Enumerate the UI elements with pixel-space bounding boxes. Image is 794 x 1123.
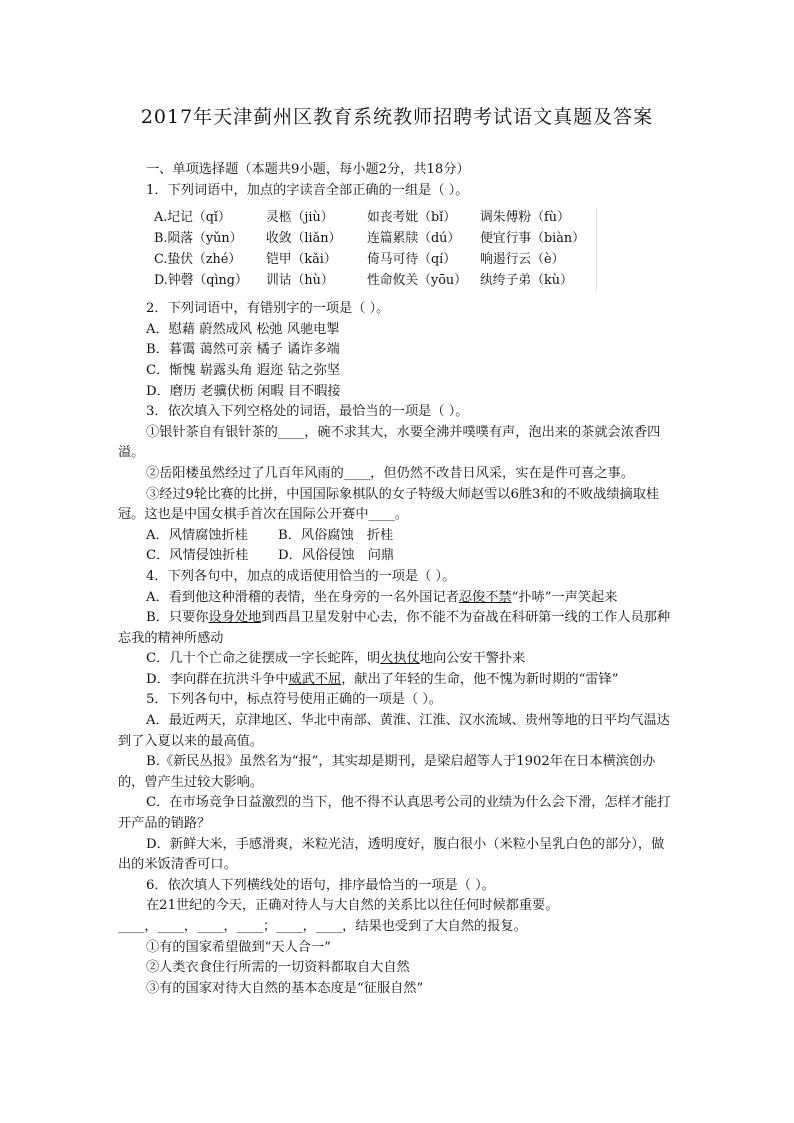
q2-option-d: D．磨历 老骥伏枥 闲暇 目不暇接 [146,383,341,399]
table-cell: 训诂（hù） [266,273,334,289]
q2-option-c: C．惭愧 崭露头角 遐迩 钻之弥坚 [146,362,341,378]
q3-option-a: A．风情腐蚀折桂 [146,527,248,543]
table-cell: 性命攸关（yōu） [367,273,467,289]
q6-stem: 6．依次填人下列横线处的语句，排序最恰当的一项是（ ）。 [146,877,495,893]
q1-stem: 1．下列词语中，加点的字读音全部正确的一组是（ ）。 [146,182,469,198]
q6-item-3: ③有的国家对待大自然的基本态度是“征服自然” [146,980,424,996]
table-cell: 响遏行云（è） [480,252,565,268]
q2-option-a: A．慰藉 蔚然成风 松弛 风驰电掣 [146,321,340,337]
section-heading: 一、单项选择题（本题共9小题，每小题2分，共18分） [146,162,470,177]
q3-sentence-2: ②岳阳楼虽然经过了几百年风雨的____，但仍然不改昔日风采，实在是件可喜之事。 [146,465,634,481]
table-cell: 连篇累牍（dú） [367,231,461,247]
q4-d-idiom: 威武不屈 [288,671,342,687]
table-cell: 纨绔子弟（kù） [480,273,573,289]
q3-sentence-3: ③经过9轮比赛的比拼，中国国际象棋队的女子特级大师赵雪以6胜3和的不败战绩摘取桂冠。这也是中国女棋手首次在国际公开赛中____。 [118,486,660,523]
q4-a-text-end: “扑哧”一声笑起来 [511,589,618,605]
q4-b-text: B．只要你 [146,610,209,626]
q5-option-d: D．新鲜大米，手感滑爽，米粒光洁，透明度好，腹白很小（米粒小呈乳白色的部分），做出的米饭清香可口。 [118,836,665,873]
q3-options-row-2 [118,546,676,567]
q6-item-1: ①有的国家希望做到“天人合一” [146,939,331,955]
q4-c-idiom: 火执仗 [380,651,420,667]
q5-option-b: B.《新民丛报》虽然名为“报”，其实却是期刊，是梁启超等人于1902年在日本横滨创办的，曾产生过较大影响。 [118,754,656,790]
q2-option-b: B．暮霭 蔼然可亲 橘子 谲诈多端 [146,342,340,358]
table-cell: 倚马可待（qí） [367,252,457,268]
table-cell: B.陨落（yǔn） [154,231,243,247]
q3-option-d: D．风俗侵蚀 问鼎 [278,548,395,564]
table-cell: A.圮记（qǐ） [154,210,231,226]
q3-option-c: C．风情侵蚀折桂 [146,548,249,564]
q2-stem: 2．下列词语中，有错别字的一项是（ ）。 [146,301,390,317]
q3-option-b: B．风俗腐蚀 折桂 [278,527,394,543]
q4-stem: 4．下列各句中，加点的成语使用恰当的一项是（ ）。 [146,568,456,584]
q4-option-a [118,588,676,609]
q4-option-d [118,670,676,691]
q3-options-row-1 [118,526,676,547]
table-cell: 铠甲（kǎi） [266,252,337,268]
q4-c-text: C．几十个亡命之徒摆成一字长蛇阵，明 [146,651,381,667]
q6-intro: 在21世纪的今天，正确对待人与大自然的关系比以往任何时候都重要。 [146,898,559,914]
q5-stem: 5．下列各句中，标点符号使用正确的一项是（ ）。 [146,692,443,708]
q5-option-c: C．在市场竞争日益激烈的当下，他不得不认真思考公司的业绩为什么会下滑，怎样才能打开产品的销路？ [118,795,671,832]
q4-b-text-end: 到西昌卫星发射中心去，你不能不为奋战在科研第一线的工作人员那种忘我的精神所感动 [118,610,671,646]
page-title: 2017年天津蓟州区教育系统教师招聘考试语文真题及答案 [140,106,654,128]
q5-option-a: A．最近两天，京津地区、华北中南部、黄淮、江淮、汉水流域、贵州等地的日平均气温达到了入夏以来的最高值。 [118,713,670,749]
q4-d-text: D．李向群在抗洪斗争中 [146,671,289,687]
question-body [118,160,676,999]
table-cell: 便宜行事（biàn） [480,231,585,247]
table-cell: 灵柩（jiù） [266,210,334,226]
table-cell: 调朱傅粉（fù） [480,210,570,226]
q4-a-text: A．看到他这种滑稽的表情，坐在身旁的一名外国记者 [146,589,459,605]
q4-c-text-end: 地向公安干警扑来 [419,651,526,667]
q3-stem: 3．依次填入下列空格处的词语，最恰当的一项是（ ）。 [146,404,469,420]
table-cell: 如丧考妣（bǐ） [367,210,457,226]
q3-sentence-1: ①银针茶自有银针茶的____，碗不求其大，水要全沸并噗噗有声，泡出来的茶就会浓香四溢。 [118,424,661,461]
q1-options-table [154,207,597,291]
q4-a-idiom: 忍俊不禁 [458,589,512,605]
q6-blanks: ____，____，____，____；____，____，结果也受到了大自然的报复。 [118,919,527,934]
q4-option-b [118,608,676,649]
q4-d-text-end: ，献出了年轻的生命，他不愧为新时期的“雷锋” [341,671,619,687]
table-cell: 收敛（liǎn） [266,231,342,247]
q4-b-idiom: 设身处地 [208,610,262,626]
table-cell: C.蛰伏（zhé） [154,252,242,268]
table-cell: D.钟磬（qìng） [154,273,248,289]
q4-option-c [118,649,676,670]
q6-item-2: ②人类衣食住行所需的一切资料都取自大自然 [146,960,410,976]
